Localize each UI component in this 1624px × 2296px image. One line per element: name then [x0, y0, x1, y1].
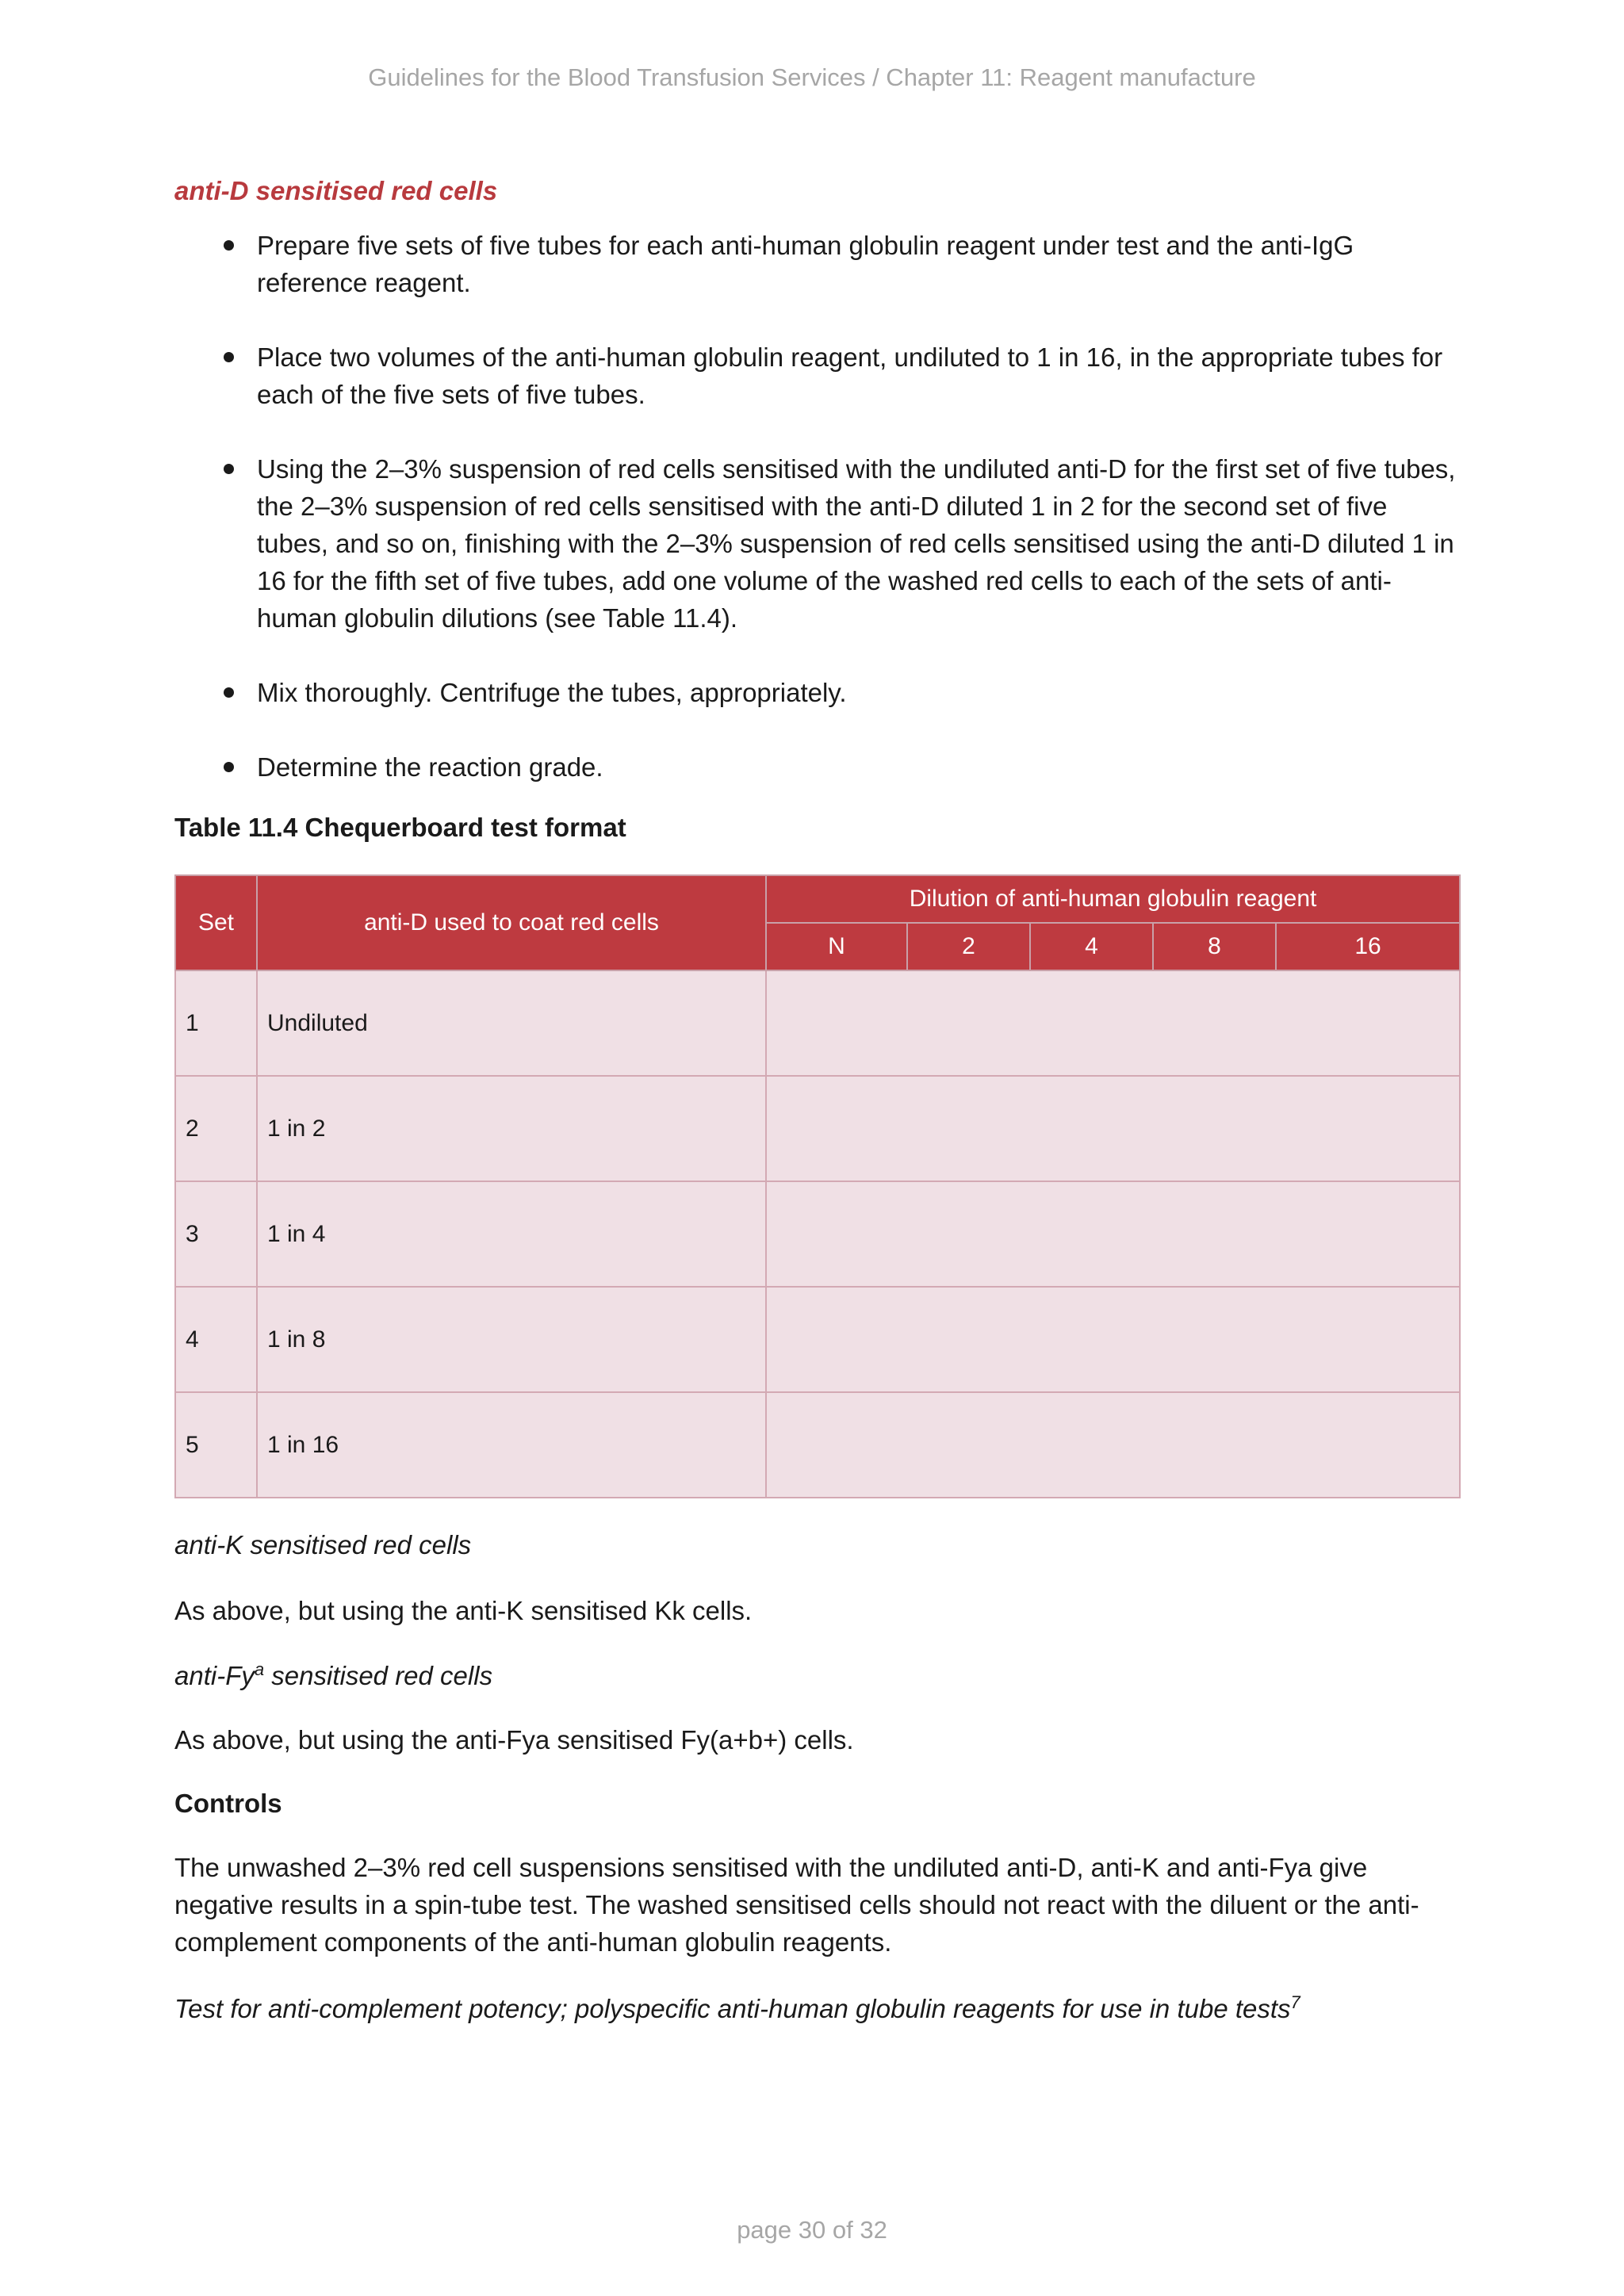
- table-row: [175, 1181, 1460, 1287]
- section-heading-anti-d: anti-D sensitised red cells: [174, 176, 498, 205]
- page-content: [174, 176, 1459, 2024]
- footnote-ref: 7: [1290, 1992, 1300, 2012]
- dilution-header: N: [766, 923, 907, 970]
- cell-anti-d: 1 in 16: [257, 1392, 766, 1498]
- list-item: Mix thoroughly. Centrifuge the tubes, appropriately.: [174, 674, 1459, 711]
- page-footer: page 30 of 32: [737, 2216, 887, 2244]
- table-row: [175, 1076, 1460, 1181]
- column-header-set: Set: [175, 875, 257, 970]
- controls-text: The unwashed 2–3% red cell suspensions sensitised with the undiluted anti-D, anti-K and anti-Fya give negative results in a spin-tube test. The washed sensitised cells should not react with the diluent or the anti-complement components of the anti-human globulin reagents.: [174, 1853, 1419, 1957]
- list-item: Prepare five sets of five tubes for each anti-human globulin reagent under test and the anti-IgG reference reagent.: [174, 227, 1459, 301]
- list-item: Using the 2–3% suspension of red cells sensitised with the undiluted anti-D for the first set of five tubes, the 2–3% suspension of red cells sensitised with the anti-D diluted 1 in 2 for the second set of five tubes, and so on, finishing with the 2–3% suspension of red cells sensitised using the anti-D diluted 1 in 16 for the fifth set of five tubes, add one volume of the washed red cells to each of the sets of anti-human globulin dilutions (see Table 11.4).: [174, 450, 1459, 637]
- dilution-header: 8: [1153, 923, 1276, 970]
- chequerboard-table: [174, 874, 1461, 1498]
- section-heading-anti-k: anti-K sensitised red cells: [174, 1530, 472, 1559]
- cell-results: [766, 970, 1460, 1076]
- dilution-header: 2: [907, 923, 1030, 970]
- bullet-icon: [224, 687, 234, 698]
- bullet-icon: [224, 240, 234, 251]
- anti-fya-text: As above, but using the anti-Fya sensitised Fy(a+b+) cells.: [174, 1725, 854, 1755]
- bullet-icon: [224, 464, 234, 474]
- column-header-anti-d: anti-D used to coat red cells: [257, 875, 766, 970]
- cell-results: [766, 1076, 1460, 1181]
- test-heading: Test for anti-complement potency; polyspecific anti-human globulin reagents for use in tube tests$^7$: [174, 1992, 1300, 2023]
- cell-results: [766, 1392, 1460, 1498]
- cell-set: 5: [175, 1392, 257, 1498]
- procedure-list: [174, 227, 1459, 786]
- dilution-header: 4: [1030, 923, 1153, 970]
- cell-results: [766, 1287, 1460, 1392]
- section-heading-anti-fya: anti-Fy$^a$ sensitised red cells: [174, 1659, 493, 1690]
- cell-results: [766, 1181, 1460, 1287]
- cell-anti-d: 1 in 2: [257, 1076, 766, 1181]
- dilution-header: 16: [1276, 923, 1460, 970]
- list-item: Place two volumes of the anti-human globulin reagent, undiluted to 1 in 16, in the appropriate tubes for each of the five sets of five tubes.: [174, 339, 1459, 413]
- cell-anti-d: Undiluted: [257, 970, 766, 1076]
- cell-anti-d: 1 in 4: [257, 1181, 766, 1287]
- cell-set: 2: [175, 1076, 257, 1181]
- running-header: Guidelines for the Blood Transfusion Services / Chapter 11: Reagent manufacture: [368, 63, 1256, 91]
- cell-set: 1: [175, 970, 257, 1076]
- list-item: Determine the reaction grade.: [174, 748, 1459, 786]
- superscript-a: a: [254, 1659, 265, 1679]
- controls-heading: Controls: [174, 1789, 282, 1818]
- cell-set: 3: [175, 1181, 257, 1287]
- table-row: [175, 1287, 1460, 1392]
- cell-set: 4: [175, 1287, 257, 1392]
- anti-k-text: As above, but using the anti-K sensitised Kk cells.: [174, 1596, 753, 1625]
- column-header-dilution: Dilution of anti-human globulin reagent: [766, 875, 1460, 923]
- bullet-icon: [224, 352, 234, 362]
- cell-anti-d: 1 in 8: [257, 1287, 766, 1392]
- table-caption: Table 11.4 Chequerboard test format: [174, 813, 626, 842]
- bullet-icon: [224, 762, 234, 772]
- table-row: [175, 970, 1460, 1076]
- table-row: [175, 1392, 1460, 1498]
